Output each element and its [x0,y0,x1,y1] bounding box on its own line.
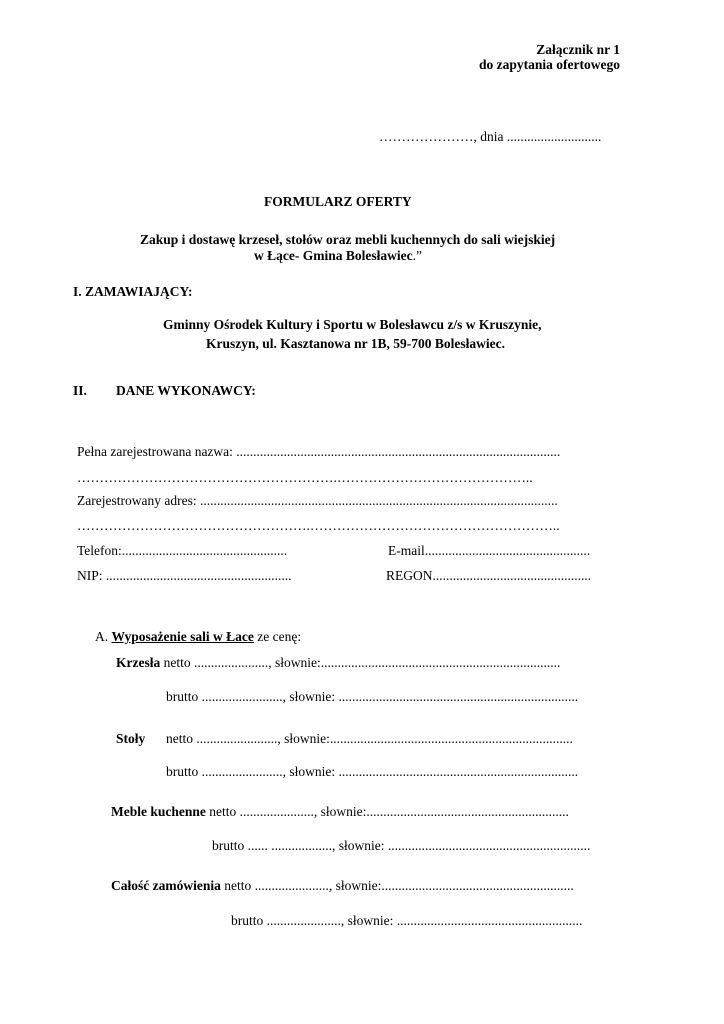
phone-field[interactable]: Telefon:................................................. [77,543,288,558]
date-line: …………………, dnia ............................ [379,129,602,144]
chairs-netto-row[interactable] [116,655,560,671]
annex-number: Załącznik nr 1 [536,42,620,57]
equipment-heading [95,629,301,645]
section2-number: II. [73,383,87,398]
subject-line1: Zakup i dostawę krzeseł, stołów oraz mebli kuchennych do sali wiejskiej [140,232,556,247]
tables-brutto-field[interactable]: brutto ........................, słownie: ....................................................................... [166,764,579,779]
subject-line2 [254,248,422,264]
total-netto-row[interactable] [111,878,574,894]
total-label: Całość zamówienia [111,878,221,893]
tables-netto-row[interactable] [116,731,573,747]
tables-label: Stoły [116,731,146,746]
total-brutto-field[interactable]: brutto ......................, słownie: ....................................................... [231,913,583,928]
regon-field[interactable]: REGON............................................... [386,568,592,583]
contractor-address-field[interactable]: Zarejestrowany adres: .......................................................................................................... [77,493,558,508]
nip-field[interactable]: NIP: ....................................................... [77,568,292,583]
kitchen-brutto-field[interactable]: brutto ...... .................., słownie: ............................................................ [212,838,591,853]
email-field[interactable]: E-mail................................................. [388,543,591,558]
section2-heading: DANE WYKONAWCY: [116,383,256,398]
chairs-netto-field[interactable]: netto ......................, słownie:....................................................................... [160,655,561,670]
ordering-party-line1: Gminny Ośrodek Kultury i Sportu w Bolesławcu z/s w Kruszynie, [163,317,542,332]
contractor-address-continuation[interactable]: …………………………………………….……………………………………………….. [77,518,560,533]
contractor-name-field[interactable]: Pełna zarejestrowana nazwa: ................................................................................................ [77,444,561,459]
tables-netto-field[interactable]: netto ........................, słownie:........................................................................ [166,731,573,746]
annex-subtitle: do zapytania ofertowego [479,57,620,72]
equipment-suffix: ze cenę: [253,629,302,644]
contractor-name-continuation[interactable]: ………………………………………………….…………………………………….. [77,470,533,485]
ordering-party-line2: Kruszyn, ul. Kasztanowa nr 1B, 59-700 Bolesławiec. [206,336,506,351]
kitchen-label: Meble kuchenne [111,804,206,819]
section1-heading: I. ZAMAWIAJĄCY: [73,284,193,299]
chairs-label: Krzesła [116,655,161,670]
form-title: FORMULARZ OFERTY [264,194,412,209]
kitchen-netto-field[interactable]: netto ......................, słownie:............................................................ [205,804,569,819]
subject-end: .” [412,248,422,263]
chairs-brutto-field[interactable]: brutto ........................, słownie: ....................................................................... [166,689,579,704]
kitchen-netto-row[interactable] [111,804,569,820]
subject-location: w Łące- Gmina Bolesławiec [254,248,413,263]
total-netto-field[interactable]: netto ......................, słownie:......................................................... [220,878,574,893]
equipment-prefix: A. [95,629,109,644]
equipment-title: Wyposażenie sali w Łace [111,629,254,644]
